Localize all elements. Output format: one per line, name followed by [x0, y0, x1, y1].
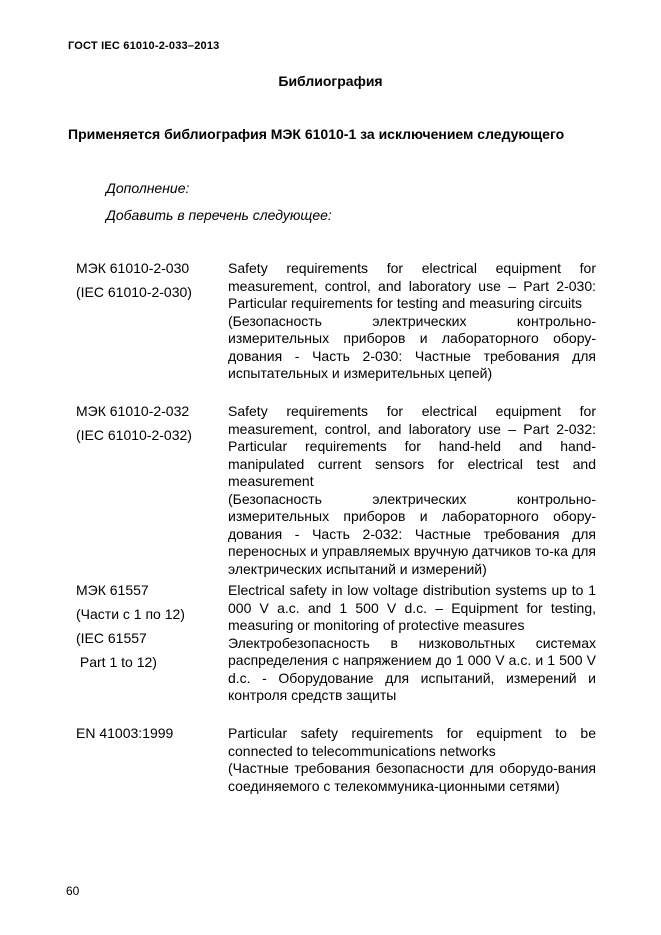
document-header: ГОСТ IEC 61010-2-033–2013	[68, 40, 220, 52]
entry-codes	[76, 725, 226, 749]
entry-description	[228, 260, 596, 383]
entry-codes	[76, 582, 226, 678]
page-number: 60	[66, 884, 80, 898]
note-addition: Дополнение:	[106, 180, 190, 196]
entry-title-en: Safety requirements for electrical equipment for measurement, control, and laboratory use – Part 2-030: Particular requirements for testing and measuring circuits	[228, 260, 596, 311]
entry-title-ru: Электробезопасность в низковольтных системах распределения с напряжением до 1 000 V a.c. и 1 500 V d.c. - Оборудование для испытаний, измерений и контроля средств защиты	[228, 634, 596, 703]
page-subtitle: Применяется библиография МЭК 61010-1 за исключением следующего	[68, 126, 565, 142]
page-title: Библиография	[278, 73, 383, 89]
entry-code: МЭК 61557	[76, 582, 149, 598]
entry-codes	[76, 403, 226, 451]
entry-code: EN 41003:1999	[76, 725, 174, 741]
entry-title-en: Particular safety requirements for equipment to be connected to telecommunications networks	[228, 725, 596, 759]
entry-code: МЭК 61010-2-030	[76, 260, 190, 276]
entry-code: (IEC 61557	[76, 630, 147, 646]
entry-description	[228, 582, 596, 705]
entry-code: Part 1 to 12)	[76, 654, 157, 670]
entry-codes	[76, 260, 226, 308]
entry-title-en: Electrical safety in low voltage distribution systems up to 1 000 V a.c. and 1 500 V d.c. – Equipment for testing, measuring or monitoring of protective measures	[228, 582, 596, 633]
entry-title-ru: (Безопасность электрических контрольно-измерительных приборов и лабораторного обору-дования - Часть 2-032: Частные требования для переносных и управляемых вручную датчиков то-ка для электрических испытаний и измерений)	[228, 490, 596, 577]
entry-title-ru: (Частные требования безопасности для оборудо-вания соединяемого с телекоммуника-ционными сетями)	[228, 760, 596, 794]
note-add-list: Добавить в перечень следующее:	[106, 207, 332, 223]
entry-code: (Части с 1 по 12)	[76, 606, 185, 622]
entry-description	[228, 725, 596, 795]
entry-title-ru: (Безопасность электрических контрольно-измерительных приборов и лабораторного обору-дования - Часть 2-030: Частные требования для испытательных и измерительных цепей)	[228, 312, 596, 381]
entry-code: МЭК 61010-2-032	[76, 403, 190, 419]
entry-description	[228, 403, 596, 578]
entry-code: (IEC 61010-2-030)	[76, 284, 192, 300]
entry-code: (IEC 61010-2-032)	[76, 427, 192, 443]
entry-title-en: Safety requirements for electrical equipment for measurement, control, and laboratory use – Part 2-032: Particular requirements for hand-held and hand-manipulated current sensors for electrical test and measurement	[228, 403, 596, 489]
